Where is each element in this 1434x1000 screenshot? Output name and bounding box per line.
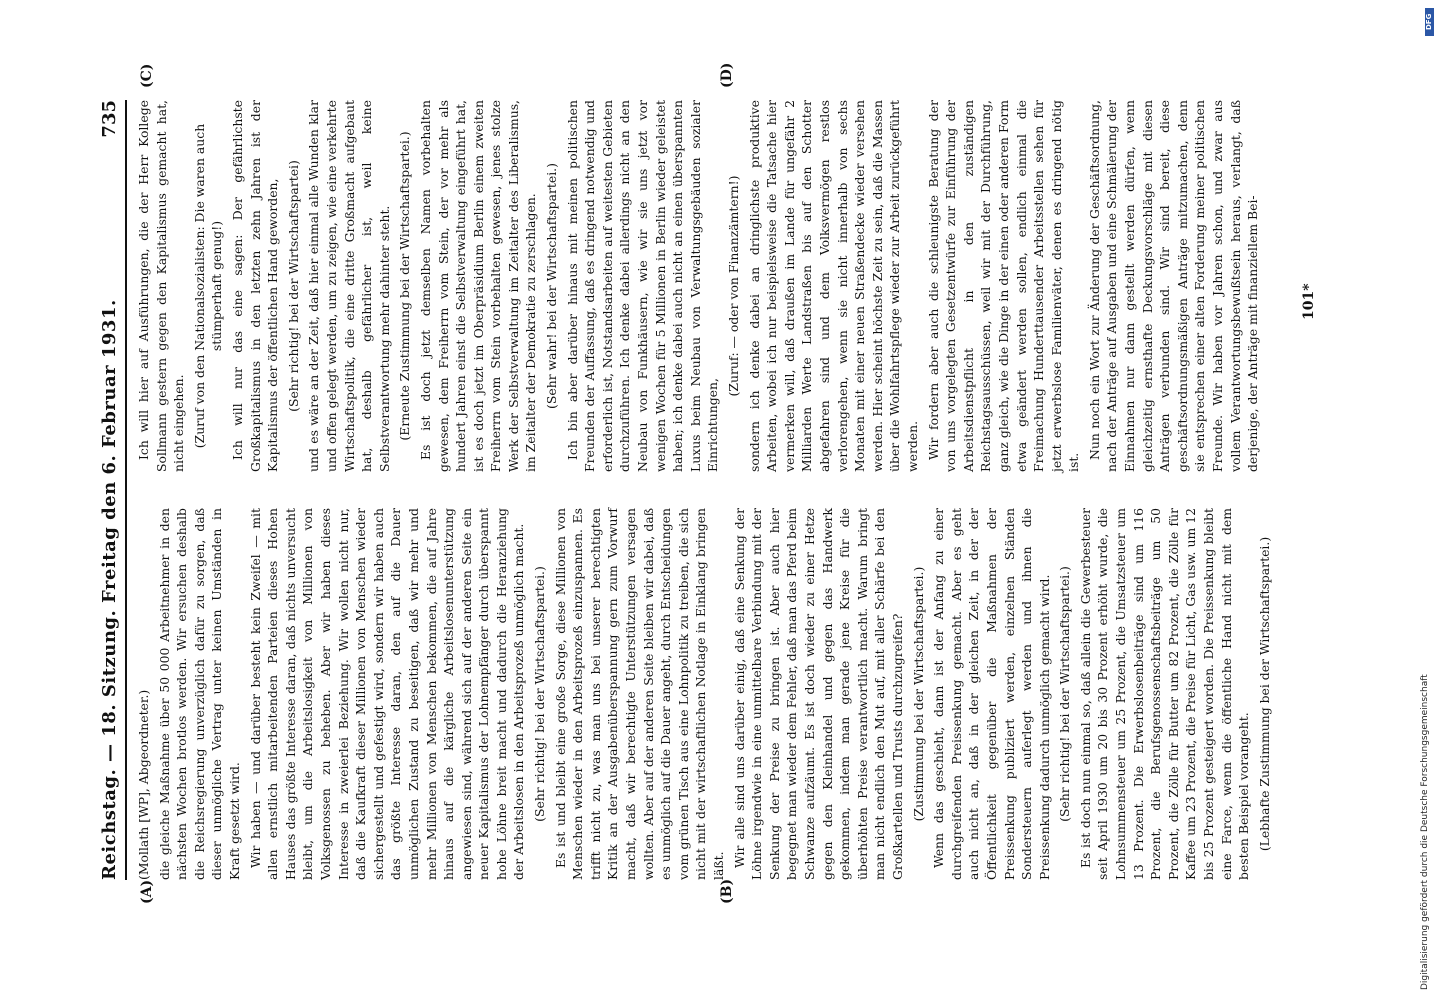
paragraph: Wir fordern aber auch die schleunigste Beratung der von uns vorgelegten Gesetzentwürfe zur Einführung der Arbeitsdienstpflicht in den zuständigen Reichstagsausschüssen, weil wir mit der Durchführung, ganz gleich, wie die Dinge in der einen oder anderen Form etwa geändert werden sollen, endlich einmal die Freimachung Hunderttausender Arbeitsstellen sehen für jetzt erwerbslose Familienväter, denen es dringend nötig ist. — [925, 100, 1082, 472]
margin-letter-a: (A) — [139, 879, 155, 904]
paragraph: Es ist und bleibt eine große Sorge, diese Millionen von Menschen wieder in den Arbeitsprozeß einzuspannen. Es trifft nicht zu, was man uns bei unserer berechtigten Kritik an der Ausgabenüberspannung gern zum Vorwurf macht, daß wir berechtigte Unterstützungen versagen wollten. Aber auf der anderen Seite bleiben wir dabei, daß es unmöglich auf die Dauer angeht, durch Entscheidungen vom grünen Tisch aus eine Lohnpolitik zu treiben, die sich nicht mit der wirtschaftlichen Notlage in Einklang bringen läßt. — [552, 508, 726, 880]
interjection: (Sehr richtig! bei der Wirtschaftspartei) — [285, 160, 301, 412]
paragraph: Es ist doch jetzt demselben Namen vorbehalten gewesen, dem Freiherrn vom Stein, der vor mehr als hundert Jahren einst die Selbstverwaltung eingeführt hat, ist es doch jetzt im Oberpräsidium Berlin einem zweiten Freiherrn vom Stein vorbehalten gewesen, jenes stolze Werk der Selbstverwaltung im Zeitalter des Liberalismus, im Zeitalter der Demokratie zu zerschlagen. — [417, 100, 539, 472]
paragraph: Nun noch ein Wort zur Änderung der Geschäftsordnung, nach der Anträge auf Ausgaben und eine Schmälerung der Einnahmen nur dann gestellt werden dürfen, wenn gleichzeitig ernsthafte Deckungsvorschläge mit diesen Anträgen verbunden sind. Wir sind bereit, diese geschäftsordnungsmäßigen Anträge mitzumachen, denn sie entsprechen einer alten Forderung meiner politischen Freunde. Wir haben vor Jahren schon, und zwar aus vollem Verantwortungsbewußtsein heraus, verlangt, daß derjenige, der Anträge mit finanziellem Bei- — [1086, 100, 1261, 472]
paragraph: Wenn das geschieht, dann ist der Anfang zu einer durchgreifenden Preissenkung gemacht. Aber es geht auch nicht an, daß in der gleichen Zeit, in der der Öffentlichkeit gegenüber die Maßnahmen der Preissenkung publiziert werden, einzelnen Ständen Sondersteuern auferlegt werden und ihnen die Preissenkung dadurch unmöglich gemacht wird. — [931, 508, 1052, 880]
paragraph: Wir haben — und darüber besteht kein Zweifel — mit allen ernstlich mitarbeitenden Parteien dieses Hohen Hauses das größte Interesse daran, daß nichts unversucht bleibt, um die Arbeitslosigkeit von Millionen von Volksgenossen zu beheben. Aber wir haben dieses Interesse in zweierlei Beziehung. Wir wollen nicht nur, daß die Kaufkraft dieser Millionen von Menschen wieder sichergestellt und gefestigt wird, sondern wir haben auch das größte Interesse daran, den auf die Dauer unmöglichen Zustand zu beseitigen, daß wir mehr und mehr Millionen von Menschen bekommen, die auf Jahre hinaus auf die kärgliche Arbeitslosenunterstützung angewiesen sind, während sich auf der anderen Seite ein neuer Kapitalismus der Lohnempfänger durch überspannt hohe Löhne breit macht und dadurch die Heranziehung der Arbeitslosen in den Arbeitsprozeß unmöglich macht. — [247, 508, 527, 880]
interjection: (Erneute Zustimmung bei der Wirtschaftspartei.) — [397, 131, 413, 441]
page-title: Reichstag. — 18. Sitzung. Freitag den 6. Februar 1931. — [99, 299, 120, 880]
paragraph: sondern ich denke dabei an dringlichste produktive Arbeiten, wobei ich nur beispielsweise die Tatsache hier vermerken will, daß draußen im Lande für ungefähr 2 Milliarden Werte Landstraßen bis auf den Schotter abgefahren sind und dem Volksvermögen restlos verlorengehen, wenn sie nicht innerhalb von sechs Monaten mit einer neuen Straßendecke wieder versehen werden. Hier scheint höchste Zeit zu sein, daß die Massen über die Wohlfahrtspflege wieder zur Arbeit zurückgeführt werden. — [746, 100, 920, 472]
interjection: (Sehr richtig! bei der Wirtschaftspartei.) — [1057, 566, 1073, 822]
paragraph: Ich bin aber darüber hinaus mit meinen politischen Freunden der Auffassung, daß es dringend notwendig und erforderlich ist, Notstandsarbeiten auf weitesten Gebieten durchzuführen. Ich denke dabei allerdings nicht an den Neubau von Funkhäusern, wie wir sie uns jetzt vor wenigen Wochen für 5 Millionen in Berlin wieder geleistet haben; ich denke dabei auch nicht an einen überspannten Luxus beim Neubau von Verwaltungsgebäuden sozialer Einrichtungen, — [564, 100, 721, 472]
dfg-logo-icon: DFG — [1425, 8, 1434, 36]
paragraph: Wir alle sind uns darüber einig, daß eine Senkung der Löhne irgendwie in eine unmittelbare Verbindung mit der Senkung der Preise zu bringen ist. Aber auch hier begegnet man wieder dem Fehler, daß man das Pferd beim Schwanze aufzäumt. Es ist doch wieder zu einer Hetze gegen den Kleinhandel und gegen das Handwerk gekommen, indem man gerade jene Kreise für die überhöhten Preise verantwortlich macht. Warum bringt man nicht endlich den Mut auf, mit aller Schärfe bei den Großkartellen und Trusts durchzugreifen? — [731, 508, 905, 880]
page-number: 735 — [99, 100, 120, 138]
margin-letter-b: (B) — [719, 878, 735, 904]
paragraph: und es wäre an der Zeit, daß hier einmal alle Wunden klar und offen gelegt werden, um zu zeigen, wie eine verkehrte Wirtschaftspolitik, die eine dritte Großmacht aufgebaut hat, deshalb gefährlicher ist, weil keine Selbstverantwortung mehr dahinter steht. — [306, 100, 392, 472]
left-column — [135, 508, 1276, 880]
interjection: (Zustimmung bei der Wirtschaftspartei.) — [910, 566, 926, 822]
speaker-note: (Mollath [WP], Abgeordneter.) — [136, 689, 151, 880]
margin-letter-d: (D) — [719, 62, 735, 88]
interjection: (Lebhafte Zustimmung bei der Wirtschaftspartei.) — [1256, 536, 1272, 852]
digitization-footer: Digitalisierung gefördert durch die Deutsche Forschungsgemeinschaft — [1420, 674, 1430, 990]
page-header — [97, 100, 127, 880]
interjection: (Zuruf: — oder von Finanzämtern!) — [726, 175, 741, 397]
right-column — [135, 100, 1265, 472]
interjection: (Sehr richtig! bei der Wirtschaftspartei.) — [532, 566, 548, 822]
rotated-page — [79, 60, 1359, 940]
paragraph: Ich will nur das eine sagen: Der gefährlichste Großkapitalismus in den letzten zehn Jahren ist der Kapitalismus der öffentlichen Hand geworden, — [229, 100, 281, 472]
interjection: (Sehr wahr! bei der Wirtschaftspartei.) — [544, 163, 560, 409]
signature-mark: 101* — [1301, 283, 1317, 320]
interjection: (Zuruf von den Nationalsozialisten: Die waren auch stümperhaft genug!) — [191, 123, 225, 449]
paragraph: Ich will hier auf Ausführungen, die der Herr Kollege Sollmann gestern gegen den Kapitalismus gemacht hat, nicht eingehen. — [136, 100, 187, 472]
paragraph: Es ist doch nun einmal so, daß allein die Gewerbesteuer seit April 1930 um 20 bis 30 Prozent erhöht wurde, die Lohnsummensteuer um 25 Prozent, die Umsatzsteuer um 13 Prozent. Die Erwerbslosenbeiträge sind um 116 Prozent, die Berufsgenossenschaftsbeiträge um 50 Prozent, die Zölle für Butter um 82 Prozent, die Zölle für Kaffee um 23 Prozent, die Preise für Licht, Gas usw. um 12 bis 25 Prozent gesteigert worden. Die Preissenkung bleibt eine Farce, wenn die öffentliche Hand nicht mit dem besten Beispiel vorangeht. — [1077, 508, 1252, 880]
margin-letter-c: (C) — [139, 63, 155, 88]
paragraph: die gleiche Maßnahme über 50 000 Arbeitnehmer in den nächsten Wochen brotlos werden. Wir ersuchen deshalb die Reichsregierung unverzüglich dafür zu sorgen, daß dieser unmögliche Vertrag unter keinen Umständen in Kraft gesetzt wird. — [156, 508, 242, 880]
